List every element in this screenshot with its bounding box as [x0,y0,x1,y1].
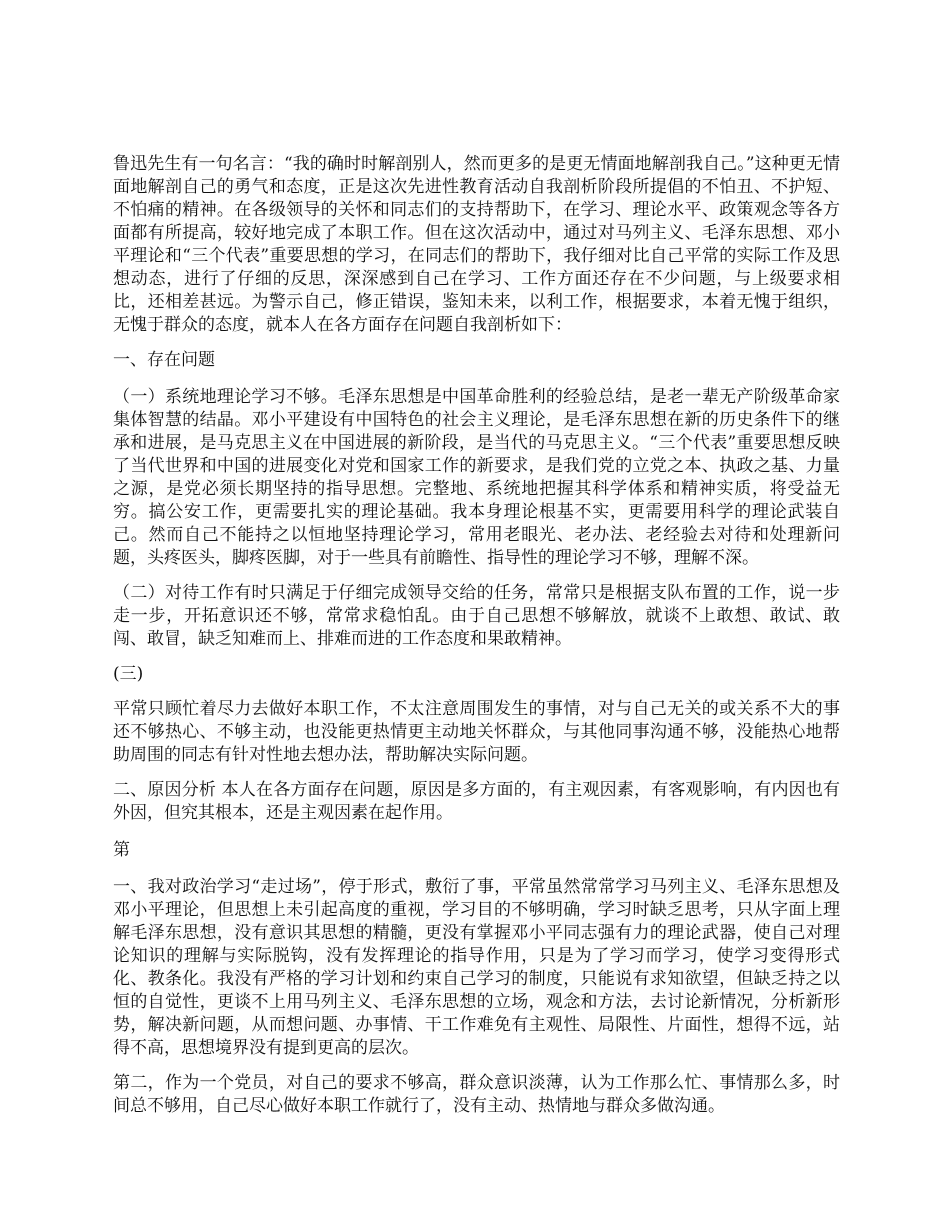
section-heading-causes: 二、原因分析 本人在各方面存在问题，原因是多方面的，有主观因素，有客观影响，有内因也有外因，但究其根本，还是主观因素在起作用。 [113,780,840,823]
problem-paragraph-3: 平常只顾忙着尽力去做好本职工作，不太注意周围发生的事情，对与自己无关的或关系不大的事还不够热心、不够主动，也没能更热情更主动地关怀群众，与其他同事沟通不够，没能热心地帮助周围的同志有针对性地去想办法，帮助解决实际问题。 [113,699,840,765]
intro-paragraph: 鲁迅先生有一句名言：“我的确时时解剖别人，然而更多的是更无情面地解剖我自己。”这种更无情面地解剖自己的勇气和态度，正是这次先进性教育活动自我剖析阶段所提倡的不怕丑、不护短、不怕痛的精神。在各级领导的关怀和同志们的支持帮助下，在学习、理论水平、政策观念等各方面都有所提高，较好地完成了本职工作。但在这次活动中，通过对马列主义、毛泽东思想、邓小平理论和“三个代表”重要思想的学习，在同志们的帮助下，我仔细对比自己平常的实际工作及思想动态，进行了仔细的反思，深深感到自己在学习、工作方面还存在不少问题，与上级要求相比，还相差甚远。为警示自己，修正错误，鉴知未来，以利工作，根据要求，本着无愧于组织，无愧于群众的态度，就本人在各方面存在问题自我剖析如下： [113,154,840,335]
document-body [113,153,840,1130]
problem-paragraph-2: （二）对待工作有时只满足于仔细完成领导交给的任务，常常只是根据支队布置的工作，说一步走一步，开拓意识还不够，常常求稳怕乱。由于自己思想不够解放，就谈不上敢想、敢试、敢闯、敢冒，缺乏知难而上、排难而进的工作态度和果敢精神。 [113,583,840,649]
cause-marker-first: 第 [113,840,130,860]
section-heading-problems: 一、存在问题 [113,350,215,370]
problem-marker-3: (三) [113,664,144,684]
problem-paragraph-1: （一）系统地理论学习不够。毛泽东思想是中国革命胜利的经验总结，是老一辈无产阶级革命家集体智慧的结晶。邓小平建设有中国特色的社会主义理论，是毛泽东思想在新的历史条件下的继承和进展，是马克思主义在中国进展的新阶段，是当代的马克思主义。“三个代表”重要思想反映了当代世界和中国的进展变化对党和国家工作的新要求，是我们党的立党之本、执政之基、力量之源，是党必须长期坚持的指导思想。完整地、系统地把握其科学体系和精神实质，将受益无穷。搞公安工作，更需要扎实的理论基础。我本身理论根基不实，更需要用科学的理论武装自己。然而自己不能持之以恒地坚持理论学习，常用老眼光、老办法、老经验去对待和处理新问题，头疼医头，脚疼医脚，对于一些具有前瞻性、指导性的理论学习不够，理解不深。 [113,387,840,568]
cause-paragraph-2: 第二，作为一个党员，对自己的要求不够高，群众意识淡薄，认为工作那么忙、事情那么多，时间总不够用，自己尽心做好本职工作就行了，没有主动、热情地与群众多做沟通。 [113,1073,840,1116]
cause-paragraph-1: 一、我对政治学习“走过场”，停于形式，敷衍了事，平常虽然常常学习马列主义、毛泽东思想及邓小平理论，但思想上未引起高度的重视，学习目的不够明确，学习时缺乏思考，只从字面上理解毛泽东思想，没有意识其思想的精髓，更没有掌握邓小平同志强有力的理论武器，使自己对理论知识的理解与实际脱钩，没有发挥理论的指导作用，只是为了学习而学习，使学习变得形式化、教条化。我没有严格的学习计划和约束自己学习的制度，只能说有求知欲望，但缺乏持之以恒的自觉性，更谈不上用马列主义、毛泽东思想的立场，观念和方法，去讨论新情况，分析新形势，解决新问题，从而想问题、办事情、干工作难免有主观性、局限性、片面性，想得不远，站得不高，思想境界没有提到更高的层次。 [113,877,840,1058]
